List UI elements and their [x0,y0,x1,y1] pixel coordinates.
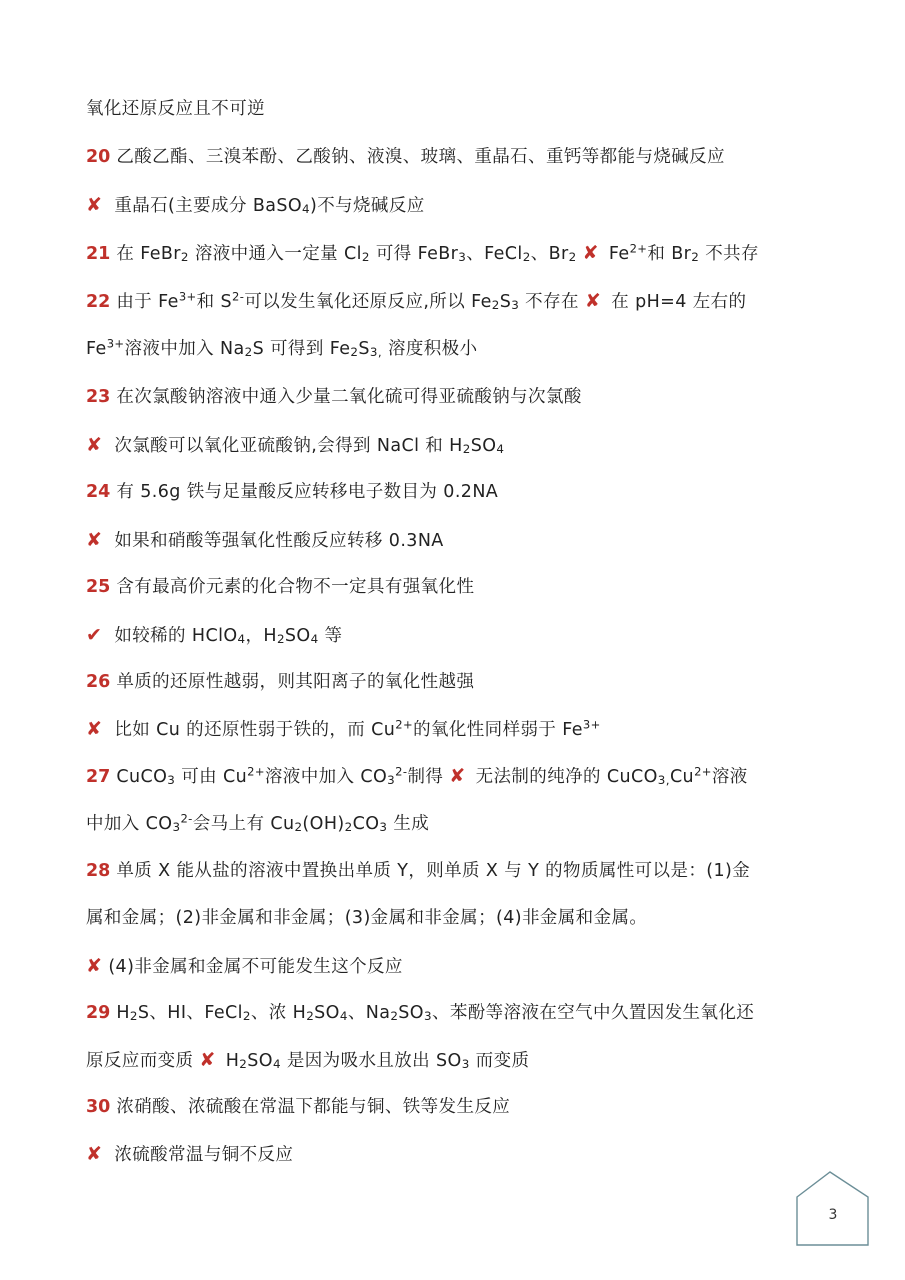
question-number: 23 [86,387,111,407]
answer-28: ✘ (4)非金属和金属不可能发生这个反应 [86,955,403,977]
question-21: 21 在 FeBr$_2$ 溶液中通入一定量 $Cl_2$ 可得 FeBr$_3$、FeCl$_2$、$Br_2$ ✘ $Fe^{2+}$和 $Br_2$ 不共存 [86,241,759,264]
cross-icon: ✘ [86,434,103,456]
question-29: 29 $H_2S$、HI、FeCl$_2$、浓 $H_2SO_4$、$Na_2SO_3$、苯酚等溶液在空气中久置因发生氧化还 [86,1003,755,1023]
cross-icon: ✘ [449,765,466,787]
cross-icon: ✘ [86,529,103,551]
answer-22: $Fe^{3+}$溶液中加入 $Na_2S$ 可得到 $Fe_2S_{3,}$ 溶度积极小 [86,336,478,359]
continuation-text: 氧化还原反应且不可逆 [86,99,265,119]
answer-29: 原反应而变质 ✘ $H_2SO_4$ 是因为吸水且放出 $SO_3$ 而变质 [86,1049,530,1071]
cross-icon: ✘ [86,194,103,216]
check-icon: ✔ [86,624,103,646]
question-number: 20 [86,147,111,167]
question-30: 30 浓硝酸、浓硫酸在常温下都能与铜、铁等发生反应 [86,1097,511,1117]
answer-23: ✘ 次氯酸可以氧化亚硫酸钠,会得到 NaCl 和 $H_2SO_4$ [86,434,505,456]
question-number: 28 [86,861,111,881]
cross-icon: ✘ [86,718,103,740]
cross-icon: ✘ [86,955,103,977]
question-28-cont: 属和金属；(2)非金属和非金属；(3)金属和非金属；(4)非金属和金属。 [86,908,648,928]
cross-icon: ✘ [199,1049,216,1071]
answer-27: 中加入 $CO_3^{2-}$会马上有 $Cu_2(OH)_2CO_3$ 生成 [86,811,430,834]
question-24: 24 有 5.6g 铁与足量酸反应转移电子数目为 0.2NA [86,482,499,502]
answer-24: ✘ 如果和硝酸等强氧化性酸反应转移 0.3NA [86,529,444,551]
question-number: 25 [86,577,111,597]
question-27: 27 CuCO$_3$ 可由 $Cu^{2+}$溶液中加入 $CO_3^{2-}$制得 ✘ 无法制的纯净的 $CuCO_{3,}Cu^{2+}$溶液 [86,764,748,787]
question-number: 22 [86,292,111,312]
page-number-badge [794,1170,872,1248]
question-22: 22 由于 $Fe^{3+}$和 $S^{2-}$可以发生氧化还原反应,所以 $Fe_2S_3$ 不存在 ✘ 在 pH=4 左右的 [86,289,747,312]
question-number: 21 [86,244,111,264]
question-number: 27 [86,767,111,787]
question-28: 28 单质 X 能从盐的溶液中置换出单质 Y，则单质 X 与 Y 的物质属性可以是：(1)金 [86,861,751,881]
cross-icon: ✘ [582,242,599,264]
answer-26: ✘ 比如 Cu 的还原性弱于铁的，而 $Cu^{2+}$的氧化性同样弱于 $Fe^{3+}$ [86,717,601,740]
question-number: 30 [86,1097,111,1117]
question-20 [86,144,835,170]
question-number: 26 [86,672,111,692]
cross-icon: ✘ [86,1143,103,1165]
question-text: 乙酸乙酯、三溴苯酚、乙酸钠、液溴、玻璃、重晶石、重钙等都能与烧碱反应 [116,147,725,167]
answer-30: ✘ 浓硫酸常温与铜不反应 [86,1143,294,1165]
page-number: 3 [828,1207,838,1223]
question-25: 25 含有最高价元素的化合物不一定具有强氧化性 [86,577,475,597]
answer-20: ✘ 重晶石(主要成分 BaSO$_4$)不与烧碱反应 [86,194,425,216]
answer-25: ✔ 如较稀的 HClO$_4$，$H_2SO_4$ 等 [86,624,343,646]
question-number: 24 [86,482,111,502]
question-23: 23 在次氯酸钠溶液中通入少量二氧化硫可得亚硫酸钠与次氯酸 [86,387,582,407]
cross-icon: ✘ [584,290,602,312]
question-number: 29 [86,1003,111,1023]
question-26: 26 单质的还原性越弱，则其阳离子的氧化性越强 [86,672,475,692]
